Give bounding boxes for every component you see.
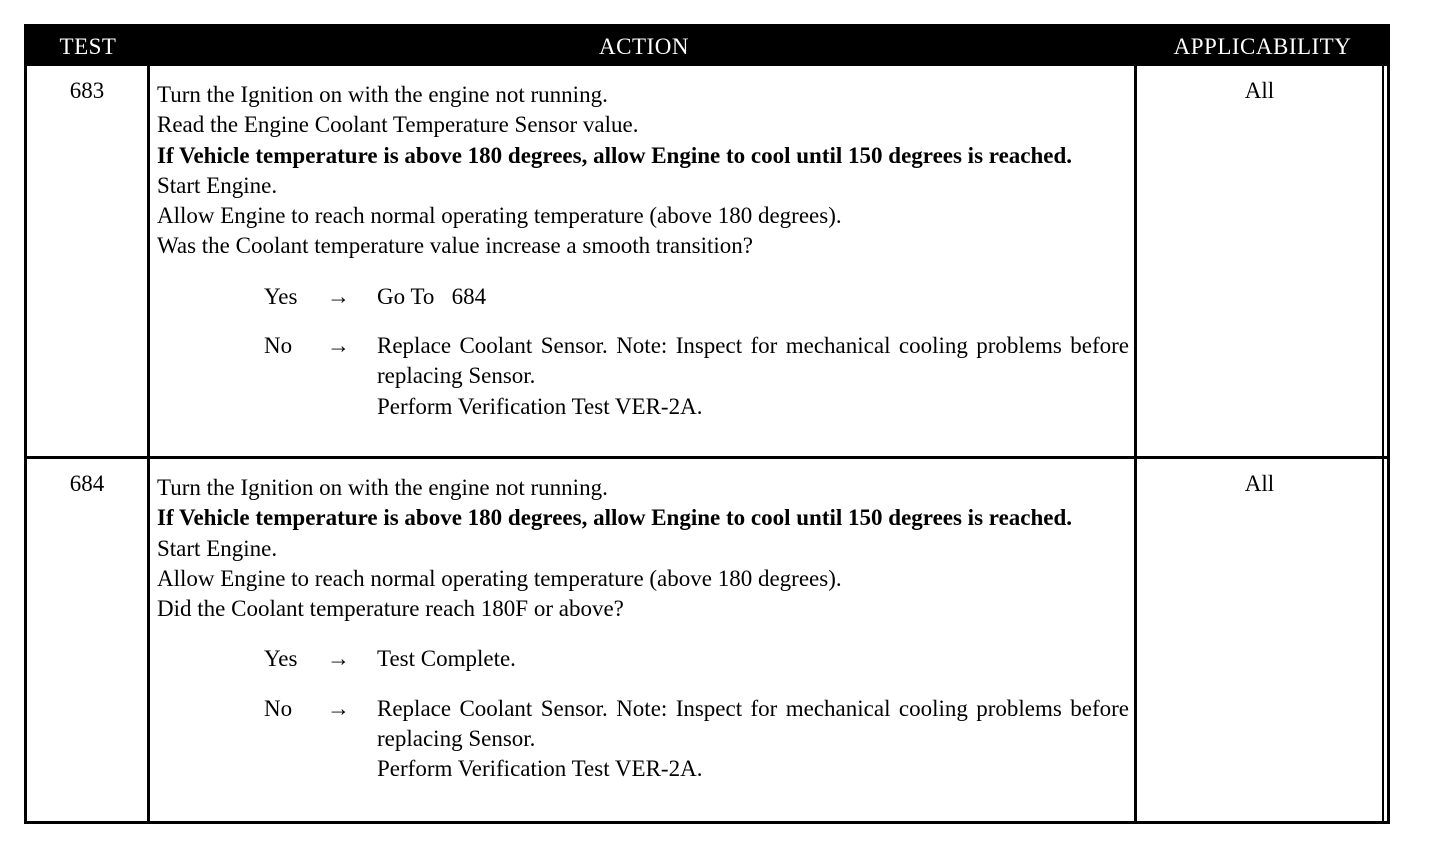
action-cell	[157, 473, 1129, 804]
action-cell	[157, 80, 1129, 441]
warning-text: If Vehicle temperature is above 180 degrees, allow Engine to cool until 150 degrees is reached.	[157, 505, 1073, 531]
action-line: Turn the Ignition on with the engine not running.	[157, 475, 608, 500]
arrow-right-icon: →	[327, 646, 350, 672]
test-number: 684	[69, 471, 105, 496]
applicability-value: All	[1244, 78, 1275, 103]
action-line: Allow Engine to reach normal operating temperature (above 180 degrees).	[157, 565, 842, 591]
action-line: Start Engine.	[157, 535, 278, 561]
yes-label: Yes	[264, 283, 298, 309]
header-test: TEST	[59, 34, 117, 59]
no-text: Replace Coolant Sensor. Note: Inspect for mechanical cooling problems before replacing Sensor.	[377, 695, 1129, 752]
action-line: Did the Coolant temperature reach 180F or above?	[157, 596, 624, 622]
yes-text: Go To 684	[377, 283, 487, 309]
no-text: Replace Coolant Sensor. Note: Inspect for mechanical cooling problems before replacing Sensor.	[377, 333, 1129, 389]
header-applicability: APPLICABILITY	[1173, 34, 1352, 59]
test-number: 683	[69, 78, 105, 103]
header-action: ACTION	[599, 34, 689, 59]
diagnostic-table	[24, 24, 1390, 824]
outcome-options	[157, 644, 1129, 784]
no-verification-text: Perform Verification Test VER-2A.	[377, 393, 703, 419]
action-line: Turn the Ignition on with the engine not running.	[157, 82, 608, 107]
action-line: Start Engine.	[157, 172, 278, 198]
outcome-yes	[157, 282, 1129, 312]
table-row	[27, 66, 1387, 456]
arrow-right-icon: →	[327, 333, 350, 359]
no-label: No	[264, 333, 293, 359]
action-line: Read the Engine Coolant Temperature Sensor value.	[157, 112, 639, 138]
table-row	[27, 459, 1387, 821]
no-verification-text: Perform Verification Test VER-2A.	[377, 756, 703, 782]
yes-text: Test Complete.	[377, 646, 516, 672]
applicability-value: All	[1244, 471, 1275, 496]
outcome-yes	[157, 644, 1129, 674]
no-label: No	[264, 695, 293, 721]
action-line: Allow Engine to reach normal operating temperature (above 180 degrees).	[157, 203, 842, 229]
arrow-right-icon: →	[327, 283, 350, 309]
outcome-options	[157, 282, 1129, 422]
warning-text: If Vehicle temperature is above 180 degrees, allow Engine to cool until 150 degrees is reached.	[157, 142, 1073, 168]
arrow-right-icon: →	[327, 695, 350, 721]
table-header	[27, 27, 1387, 66]
action-line: Was the Coolant temperature value increase a smooth transition?	[157, 233, 753, 259]
yes-label: Yes	[264, 646, 298, 672]
outcome-no	[157, 694, 1129, 785]
outcome-no	[157, 331, 1129, 422]
